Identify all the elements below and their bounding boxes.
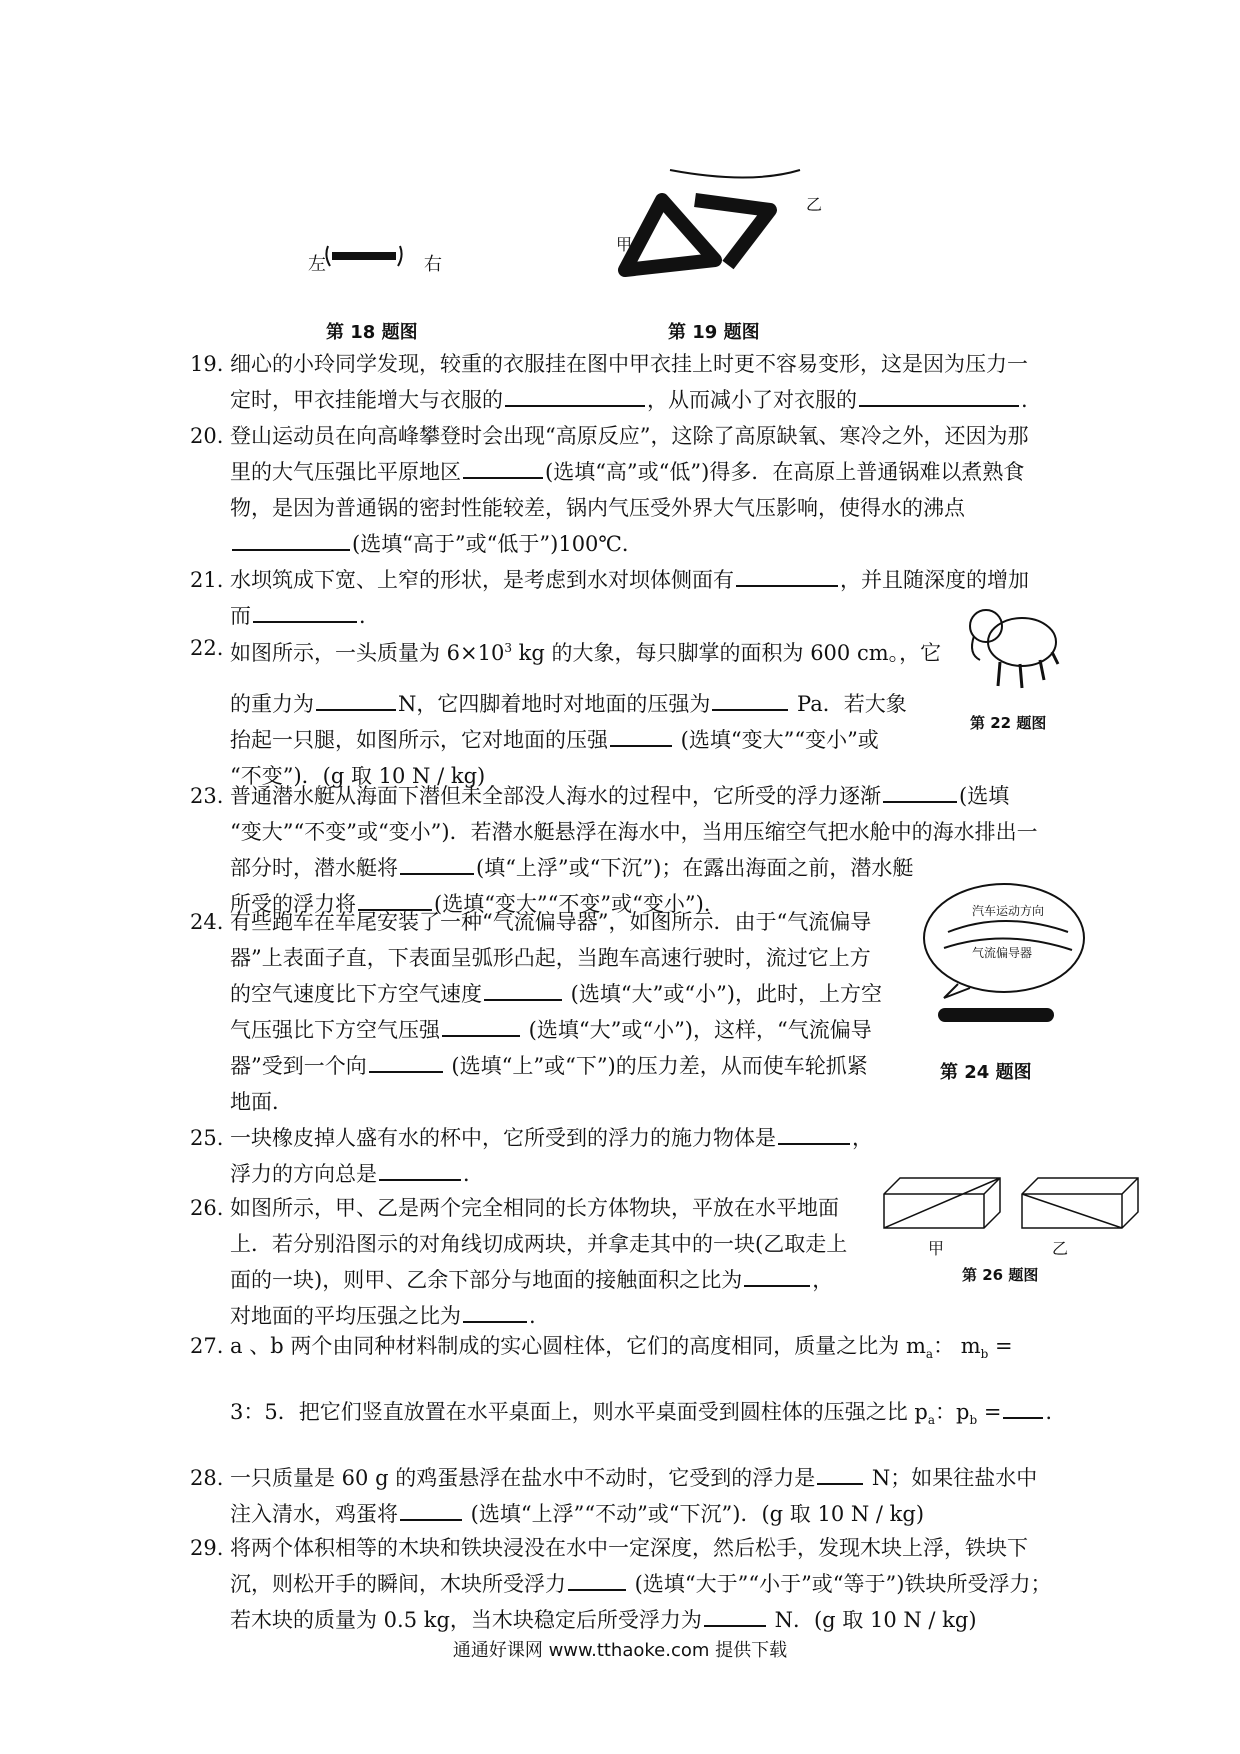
question-number: 19. [190, 352, 224, 376]
question-text: (选填“大”或“小”)，这样，“气流偏导 [522, 1018, 872, 1042]
figure-19 [600, 150, 840, 300]
question-text: (选填“变大”“不变”或“变小”). [434, 892, 711, 916]
question-text: 将两个体积相等的木块和铁块浸没在水中一定深度，然后松手，发现木块上浮，铁块下 [230, 1536, 1028, 1560]
question-text: ， [852, 1126, 873, 1150]
question-text: = [977, 1400, 1002, 1424]
answer-blank[interactable] [316, 708, 396, 711]
question-text: (选填 [959, 784, 1010, 808]
question-text: ． [359, 604, 380, 628]
answer-blank[interactable] [704, 1624, 766, 1627]
answer-blank[interactable] [463, 1320, 527, 1323]
question-text: 里的大气压强比平原地区 [230, 460, 461, 484]
question-text: 器”受到一个向 [230, 1054, 367, 1078]
answer-blank[interactable] [817, 1482, 863, 1485]
question-text: “不变”)．(g 取 10 N / kg) [230, 764, 486, 788]
answer-blank[interactable] [232, 548, 350, 551]
subscript: b [969, 1413, 978, 1428]
fig22-elephant-body [988, 618, 1056, 666]
fig24-inner-bottom: 气流偏导器 [972, 946, 1033, 960]
answer-blank[interactable] [859, 404, 1019, 407]
question-text: N；如果往盐水中 [865, 1466, 1038, 1490]
question-text: (选填“变大”“变小”或 [674, 728, 879, 752]
fig24-inner-top: 汽车运动方向 [972, 904, 1045, 918]
figure-22 [960, 596, 1060, 702]
question-text: ， [812, 1268, 834, 1292]
page-footer: 通通好课网 www.tthaoke.com 提供下载 [452, 1640, 788, 1661]
answer-blank[interactable] [463, 476, 543, 479]
answer-blank[interactable] [400, 872, 474, 875]
figure-26 [882, 1172, 1142, 1232]
question-text: (选填“上浮”“不动”或“下沉”)．(g 取 10 N / kg) [464, 1502, 925, 1526]
fig19-label-yi: 乙 [806, 195, 823, 214]
answer-blank[interactable] [744, 1284, 810, 1287]
question-text: 的空气速度比下方空气速度 [230, 982, 482, 1006]
question-text: (填“上浮”或“下沉”)；在露出海面之前，潜水艇 [476, 856, 914, 880]
question-text: 水坝筑成下宽、上窄的形状，是考虑到水对坝体侧面有 [230, 568, 734, 592]
answer-blank[interactable] [484, 998, 562, 1001]
answer-blank[interactable] [253, 620, 357, 623]
question-text: (选填“大于”“小于”或“等于”)铁块所受浮力； [628, 1572, 1052, 1596]
question-text: 物，是因为普通锅的密封性能较差，锅内气压受外界大气压影响，使得水的沸点 [230, 496, 965, 520]
question-text: 细心的小玲同学发现，较重的衣服挂在图中甲衣挂上时更不容易变形，这是因为压力一 [230, 352, 1028, 376]
answer-blank[interactable] [1003, 1416, 1043, 1419]
question-text: ：p [935, 1400, 970, 1424]
question-text: 定时，甲衣挂能增大与衣服的 [230, 388, 503, 412]
fig26-block-yi [1022, 1178, 1138, 1228]
answer-blank[interactable] [883, 800, 957, 803]
question-text: 部分时，潜水艇将 [230, 856, 398, 880]
fig18-bar [332, 252, 396, 260]
question-text: 而 [230, 604, 251, 628]
question-number: 22. [190, 636, 224, 660]
question-text: 若木块的质量为 0.5 kg，当木块稳定后所受浮力为 [230, 1608, 702, 1632]
fig18-right-label: 右 [424, 254, 442, 275]
question-number: 25. [190, 1126, 224, 1150]
question-text: ，并且随深度的增加 [840, 568, 1029, 592]
question-text: 器”上表面子直，下表面呈弧形凸起，当跑车高速行驶时，流过它上方 [230, 946, 871, 970]
question-text: 3：5．把它们竖直放置在水平桌面上，则水平桌面受到圆柱体的压强之比 p [230, 1400, 928, 1424]
fig22-caption: 第 22 题图 [970, 714, 1047, 732]
question-text: “变大”“不变”或“变小”)．若潜水艇悬浮在海水中，当用压缩空气把水舱中的海水排出一 [230, 820, 1038, 844]
question-text: 如图所示，甲、乙是两个完全相同的长方体物块，平放在水平地面 [230, 1196, 839, 1220]
question-number: 29. [190, 1536, 224, 1560]
question-text: 面的一块)，则甲、乙余下部分与地面的接触面积之比为 [230, 1268, 743, 1292]
question-text: 地面． [230, 1090, 293, 1114]
question-text: 注入清水，鸡蛋将 [230, 1502, 398, 1526]
question-text: 沉，则松开手的瞬间，木块所受浮力 [230, 1572, 566, 1596]
question-text: Pa．若大象 [790, 692, 907, 716]
question-number: 28. [190, 1466, 224, 1490]
fig26-block-jia [884, 1178, 1000, 1228]
answer-blank[interactable] [505, 404, 645, 407]
answer-blank[interactable] [568, 1588, 626, 1591]
fig26-label-jia: 甲 [928, 1239, 945, 1258]
question-text: a 、b 两个由同种材料制成的实心圆柱体，它们的高度相同，质量之比为 m [230, 1334, 926, 1358]
question-number: 21. [190, 568, 224, 592]
question-text: ，从而减小了对衣服的 [647, 388, 857, 412]
fig19-caption: 第 19 题图 [668, 322, 760, 343]
question-text: 抬起一只腿，如图所示，它对地面的压强 [230, 728, 608, 752]
question-text: N，它四脚着地时对地面的压强为 [398, 692, 711, 716]
answer-blank[interactable] [610, 744, 672, 747]
fig18-caption: 第 18 题图 [326, 322, 418, 343]
fig26-caption: 第 26 题图 [962, 1266, 1039, 1284]
answer-blank[interactable] [712, 708, 788, 711]
question-text: (选填“上”或“下”)的压力差，从而使车轮抓紧 [444, 1054, 868, 1078]
fig18-left-label: 左 [308, 254, 326, 275]
subscript: b [980, 1347, 989, 1362]
question-text: 对地面的平均压强之比为 [230, 1304, 461, 1328]
question-text: ： m [933, 1334, 981, 1358]
question-text: 的重力为 [230, 692, 314, 716]
fig19-line [670, 170, 800, 178]
fig19-label-jia: 甲 [616, 235, 633, 254]
question-text: 如图所示，一头质量为 6×10 [230, 641, 505, 665]
question-text: 普通潜水艇从海面下潜但未全部没人海水的过程中，它所受的浮力逐渐 [230, 784, 881, 808]
fig24-caption: 第 24 题图 [940, 1062, 1032, 1083]
question-text: 上．若分别沿图示的对角线切成两块，并拿走其中的一块(乙取走上 [230, 1232, 848, 1256]
question-text: 一只质量是 60 g 的鸡蛋悬浮在盐水中不动时，它受到的浮力是 [230, 1466, 816, 1490]
exponent: 3 [504, 641, 512, 655]
fig19-hanger-jia [625, 200, 715, 270]
question-text: N．(g 取 10 N / kg) [767, 1608, 977, 1632]
subscript: a [925, 1347, 934, 1362]
question-text: ． [463, 1162, 484, 1186]
question-number: 23. [190, 784, 224, 808]
question-text: . [1045, 1400, 1053, 1424]
question-text: 登山运动员在向高峰攀登时会出现“高原反应”，这除了高原缺氧、寒冷之外，还因为那 [230, 424, 1029, 448]
question-text: 有些跑车在车尾安装了一种“气流偏导器”，如图所示．由于“气流偏导 [230, 910, 872, 934]
answer-blank[interactable] [369, 1070, 443, 1073]
fig26-label-yi: 乙 [1052, 1239, 1069, 1258]
question-text: 浮力的方向总是 [230, 1162, 377, 1186]
answer-blank[interactable] [442, 1034, 520, 1037]
question-number: 27. [190, 1334, 224, 1358]
question-text: kg 的大象，每只脚掌的面积为 600 cm。，它 [512, 641, 942, 665]
question-number: 26. [190, 1196, 224, 1220]
question-text: . [1021, 388, 1028, 412]
question-text: . [529, 1304, 536, 1328]
question-text: 一块橡皮掉人盛有水的杯中，它所受到的浮力的施力物体是 [230, 1126, 776, 1150]
answer-blank[interactable] [400, 1518, 462, 1521]
question-text: (选填“高”或“低”)得多．在高原上普通锅难以煮熟食 [545, 460, 1025, 484]
answer-blank[interactable] [778, 1142, 850, 1145]
question-text: (选填“高于”或“低于”)100℃． [352, 532, 643, 556]
question-text: 气压强比下方空气压强 [230, 1018, 440, 1042]
subscript: a [927, 1413, 935, 1428]
question-text: (选填“大”或“小”)，此时，上方空 [564, 982, 883, 1006]
question-number: 20. [190, 424, 224, 448]
question-text: = [988, 1334, 1013, 1358]
answer-blank[interactable] [379, 1178, 461, 1181]
fig24-car [938, 1008, 1054, 1022]
question-text: 所受的浮力将 [230, 892, 356, 916]
answer-blank[interactable] [736, 584, 838, 587]
question-number: 24. [190, 910, 224, 934]
